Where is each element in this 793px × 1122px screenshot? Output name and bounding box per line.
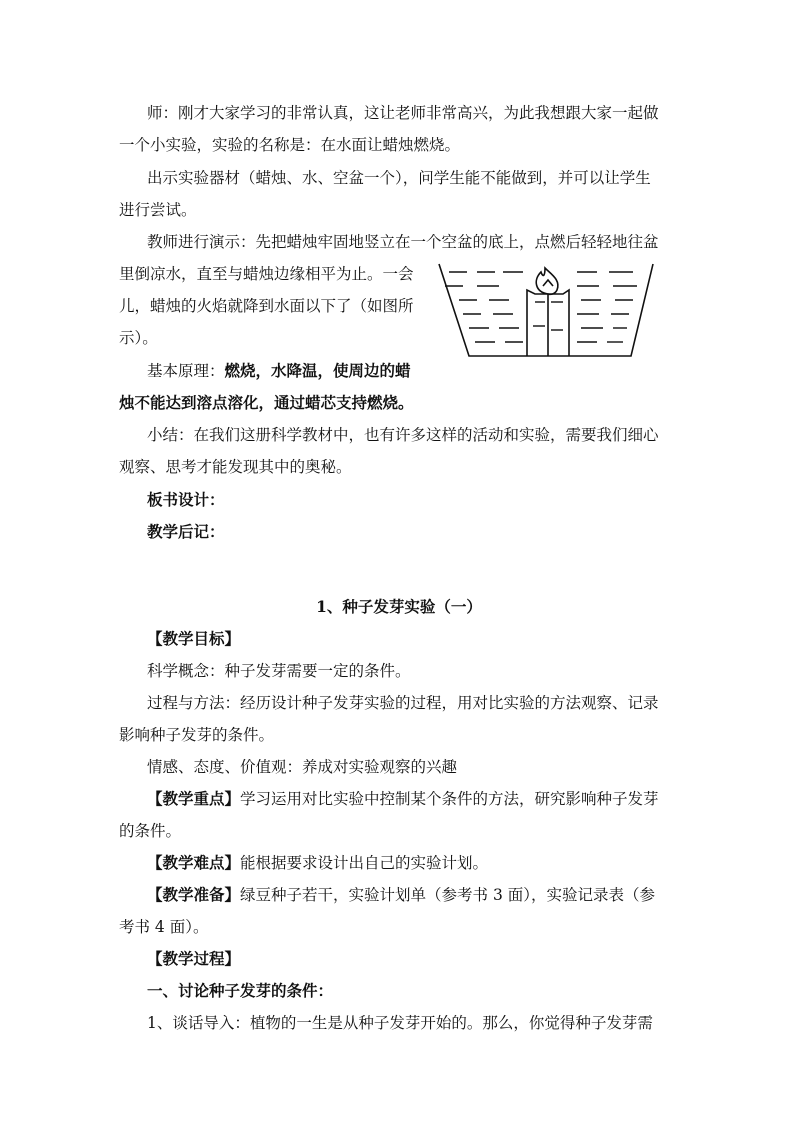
summary-line: 观察、思考才能发现其中的奥秘。 — [119, 458, 352, 476]
water-lines — [445, 272, 637, 342]
focus-text: 学习运用对比实验中控制某个条件的方法，研究影响种子发芽 — [240, 790, 659, 808]
summary-line: 小结：在我们这册科学教材中，也有许多这样的活动和实验，需要我们细心 — [147, 426, 659, 444]
paragraph-line: 进行尝试。 — [119, 201, 197, 219]
section-title: 1、种子发芽实验（一） — [316, 597, 482, 616]
paragraph-line: 的条件。 — [119, 822, 182, 840]
paragraph-line: 情感、态度、价值观：养成对实验观察的兴趣 — [147, 758, 458, 776]
paragraph-line: 一个小实验，实验的名称是：在水面让蜡烛燃烧。 — [119, 136, 461, 154]
focus-heading: 【教学重点】 — [147, 789, 241, 808]
candle-basin-figure — [437, 258, 655, 362]
goal-heading: 【教学目标】 — [147, 629, 241, 648]
prep-line — [119, 879, 679, 911]
prep-text: 绿豆种子若干，实验计划单（参考书 3 面），实验记录表（参 — [240, 886, 655, 904]
paragraph-line: 儿，蜡烛的火焰就降到水面以下了（如图所 — [119, 297, 414, 315]
paragraph-line: 出示实验器材（蜡烛、水、空盆一个），问学生能不能做到，并可以让学生 — [147, 169, 651, 187]
principle-label: 基本原理： — [147, 362, 225, 380]
teaching-notes-heading: 教学后记： — [147, 522, 225, 541]
paragraph-line: 师：刚才大家学习的非常认真，这让老师非常高兴，为此我想跟大家一起做 — [147, 104, 659, 122]
flame-inner — [543, 280, 553, 286]
difficult-heading: 【教学难点】 — [147, 853, 241, 872]
paragraph-line: 考书 4 面）。 — [119, 918, 209, 936]
paragraph-line: 影响种子发芽的条件。 — [119, 726, 275, 744]
paragraph-line: 示）。 — [119, 329, 158, 347]
paragraph-line: 教师进行演示：先把蜡烛牢固地竖立在一个空盆的底上，点燃后轻轻地往盆 — [147, 233, 659, 251]
focus-line — [119, 783, 679, 815]
principle-text: 燃烧，水降温，使周边的蜡 — [224, 361, 411, 380]
process-heading: 【教学过程】 — [147, 949, 241, 968]
paragraph-line: 过程与方法：经历设计种子发芽实验的过程，用对比实验的方法观察、记录 — [147, 694, 659, 712]
step-heading: 一、讨论种子发芽的条件： — [147, 981, 334, 1000]
prep-heading: 【教学准备】 — [147, 885, 241, 904]
paragraph-line: 科学概念：种子发芽需要一定的条件。 — [147, 662, 411, 680]
paragraph-line: 1、谈话导入：植物的一生是从种子发芽开始的。那么，你觉得种子发芽需 — [147, 1014, 653, 1032]
difficult-line — [119, 847, 679, 879]
paragraph-line: 里倒凉水，直至与蜡烛边缘相平为止。一会 — [119, 265, 414, 283]
difficult-text: 能根据要求设计出自己的实验计划。 — [240, 854, 489, 872]
principle-text-continued: 烛不能达到溶点溶化，通过蜡芯支持燃烧。 — [119, 393, 414, 412]
board-design-heading: 板书设计： — [147, 490, 225, 509]
